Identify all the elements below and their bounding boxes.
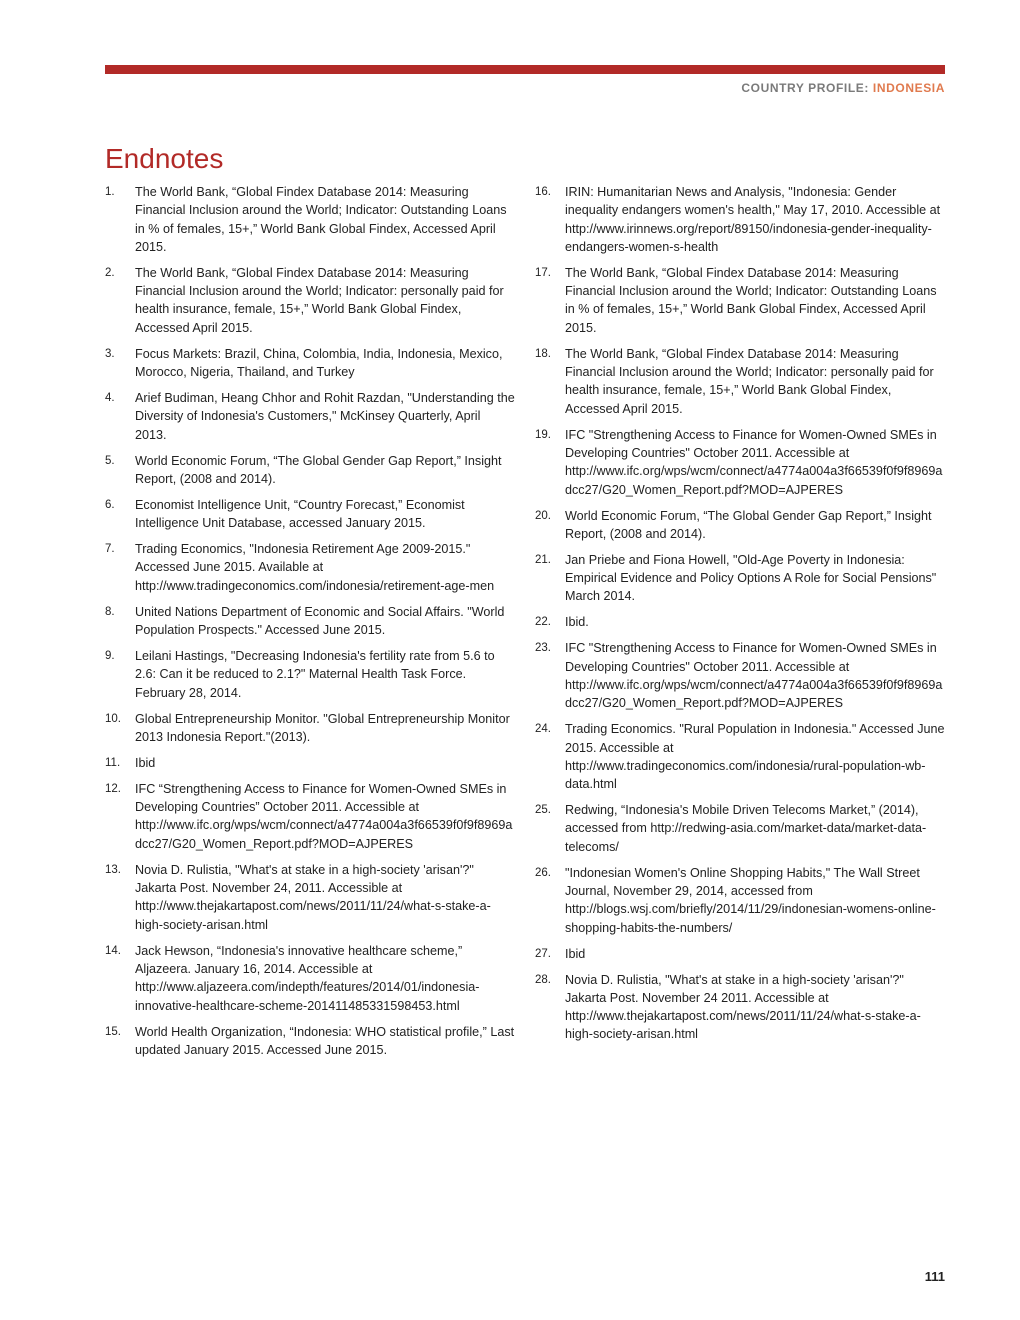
endnote-item xyxy=(535,264,945,337)
endnote-item xyxy=(535,345,945,418)
endnote-text: The World Bank, “Global Findex Database 2014: Measuring Financial Inclusion around the World; Indicator: personally paid for health insurance, female, 15+,” World Bank Global Findex, Accessed April 2015. xyxy=(565,346,934,416)
endnote-text: Ibid. xyxy=(565,615,589,630)
endnote-item xyxy=(105,183,515,256)
endnote-number: 2. xyxy=(105,266,115,279)
endnote-number: 10. xyxy=(105,712,121,725)
endnote-number: 15. xyxy=(105,1025,121,1038)
endnote-text: The World Bank, “Global Findex Database 2014: Measuring Financial Inclusion around the World; Indicator: Outstanding Loans in % of females, 15+,” World Bank Global Findex, Accessed April 2015. xyxy=(565,265,937,335)
page-number: 111 xyxy=(924,1269,945,1284)
endnote-text: Jack Hewson, “Indonesia's innovative healthcare scheme,” Aljazeera. January 16, 2014. Accessible at http://www.aljazeera.com/indepth/features/2014/01/indonesia-innovative-healthcare-scheme-201411485331598453.html xyxy=(135,943,480,1013)
endnote-text: Arief Budiman, Heang Chhor and Rohit Razdan, "Understanding the Diversity of Indonesia's Customers," McKinsey Quarterly, April 2013. xyxy=(135,391,515,442)
endnote-number: 27. xyxy=(535,947,551,960)
endnote-number: 17. xyxy=(535,266,551,279)
endnote-number: 25. xyxy=(535,804,551,817)
endnote-item xyxy=(535,183,945,256)
endnote-text: The World Bank, “Global Findex Database 2014: Measuring Financial Inclusion around the World; Indicator: personally paid for health insurance, female, 15+,” World Bank Global Findex, Accessed April 2015. xyxy=(135,265,504,335)
endnote-item xyxy=(105,780,515,853)
endnote-text: World Health Organization, “Indonesia: WHO statistical profile,” Last updated January 2015. Accessed June 2015. xyxy=(135,1024,515,1057)
endnote-number: 6. xyxy=(105,498,115,511)
endnote-text: IFC “Strengthening Access to Finance for Women-Owned SMEs in Developing Countries” October 2011. Accessible at http://www.ifc.org/wps/wcm/connect/a4774a004a3f66539f0f9f8969adcc27/G20_Women_Report.pdf?MOD=AJPERES xyxy=(135,781,513,851)
endnote-text: Economist Intelligence Unit, “Country Forecast,” Economist Intelligence Unit Database, accessed January 2015. xyxy=(135,497,465,531)
header-rule xyxy=(105,65,945,74)
endnote-item xyxy=(105,452,515,489)
endnote-item xyxy=(535,945,945,963)
header-country: INDONESIA xyxy=(872,81,945,95)
endnote-number: 1. xyxy=(105,186,115,198)
endnote-item xyxy=(535,551,945,606)
endnote-number: 18. xyxy=(535,347,551,360)
endnote-item xyxy=(535,507,945,544)
endnote-item xyxy=(535,971,945,1044)
endnote-text: "Indonesian Women's Online Shopping Habits," The Wall Street Journal, November 29, 2014, accessed from http://blogs.wsj.com/briefly/2014/11/29/indonesian-womens-online-shopping-habits-the-numbers/ xyxy=(565,865,936,935)
endnote-item xyxy=(105,345,515,382)
endnote-number: 16. xyxy=(535,186,551,198)
endnote-item xyxy=(105,540,515,595)
endnote-item xyxy=(105,264,515,337)
endnotes-right-column xyxy=(535,183,945,1051)
endnote-text: Global Entrepreneurship Monitor. "Global Entrepreneurship Monitor 2013 Indonesia Report."(2013). xyxy=(135,711,510,744)
endnote-list-left xyxy=(105,183,515,1059)
endnote-item xyxy=(105,496,515,533)
endnote-number: 3. xyxy=(105,347,115,360)
endnote-number: 14. xyxy=(105,944,121,957)
endnote-text: Jan Priebe and Fiona Howell, "Old-Age Poverty in Indonesia: Empirical Evidence and Policy Options A Role for Social Pensions" March 2014. xyxy=(565,552,937,604)
endnote-number: 21. xyxy=(535,553,551,566)
endnote-item xyxy=(105,647,515,702)
endnote-item xyxy=(105,942,515,1015)
running-header xyxy=(741,81,945,95)
header-label: COUNTRY PROFILE: xyxy=(741,81,869,95)
endnote-text: The World Bank, “Global Findex Database 2014: Measuring Financial Inclusion around the World; Indicator: Outstanding Loans in % of females, 15+,” World Bank Global Findex, Accessed April 2015. xyxy=(135,185,507,254)
endnote-item xyxy=(535,613,945,631)
page-title: Endnotes xyxy=(105,143,224,174)
endnote-number: 13. xyxy=(105,863,121,876)
endnote-item xyxy=(105,861,515,934)
endnote-item xyxy=(535,801,945,856)
endnote-item xyxy=(535,639,945,712)
endnote-number: 11. xyxy=(105,756,121,769)
endnote-number: 7. xyxy=(105,543,115,556)
endnote-text: Trading Economics, "Indonesia Retirement Age 2009-2015." Accessed June 2015. Available at http://www.tradingeconomics.com/indonesia/retirement-age-men xyxy=(135,542,495,593)
endnote-item xyxy=(105,603,515,640)
endnote-text: United Nations Department of Economic and Social Affairs. "World Population Prospects." Accessed June 2015. xyxy=(135,604,505,638)
endnote-number: 24. xyxy=(535,723,551,736)
endnote-item xyxy=(535,864,945,937)
endnote-number: 28. xyxy=(535,973,551,986)
endnote-text: Novia D. Rulistia, "What's at stake in a high-society 'arisan'?" Jakarta Post. November 24 2011. Accessible at http://www.thejakartapost.com/news/2011/11/24/what-s-stake-a-high-society-arisan.html xyxy=(565,972,921,1042)
endnote-text: World Economic Forum, “The Global Gender Gap Report,” Insight Report, (2008 and 2014). xyxy=(135,453,502,486)
endnote-number: 9. xyxy=(105,650,115,663)
endnote-text: Redwing, “Indonesia's Mobile Driven Telecoms Market,” (2014), accessed from http://redwing-asia.com/market-data/market-data-telecoms/ xyxy=(565,803,927,854)
endnote-item xyxy=(105,710,515,747)
endnote-text: Trading Economics. "Rural Population in Indonesia." Accessed June 2015. Accessible at http://www.tradingeconomics.com/indonesia/rural-population-wb-data.html xyxy=(565,722,945,792)
endnote-number: 26. xyxy=(535,866,551,879)
endnote-text: Novia D. Rulistia, "What's at stake in a high-society 'arisan'?" Jakarta Post. November 24, 2011. Accessible at http://www.thejakartapost.com/news/2011/11/24/what-s-stake-a-high-society-arisan.html xyxy=(135,862,491,932)
endnotes-left-column xyxy=(105,183,515,1067)
endnote-item xyxy=(105,1023,515,1060)
endnote-text: IRIN: Humanitarian News and Analysis, "Indonesia: Gender inequality endangers women's health," May 17, 2010. Accessible at http://www.irinnews.org/report/89150/indonesia-gender-inequality-endangers-women-s-health xyxy=(565,185,941,254)
endnote-item xyxy=(535,426,945,499)
endnote-text: World Economic Forum, “The Global Gender Gap Report,” Insight Report, (2008 and 2014). xyxy=(565,508,932,541)
endnote-number: 20. xyxy=(535,509,551,522)
endnote-text: Ibid xyxy=(565,946,586,961)
endnote-list-right xyxy=(535,183,945,1044)
endnote-text: Ibid xyxy=(135,755,156,770)
endnote-item xyxy=(105,754,515,772)
endnote-number: 4. xyxy=(105,392,115,405)
endnote-text: Leilani Hastings, "Decreasing Indonesia's fertility rate from 5.6 to 2.6: Can it be reduced to 2.1?" Maternal Health Task Force. February 28, 2014. xyxy=(135,649,495,700)
endnote-number: 8. xyxy=(105,605,115,618)
endnote-number: 19. xyxy=(535,428,551,441)
endnote-number: 5. xyxy=(105,454,115,467)
endnote-text: Focus Markets: Brazil, China, Colombia, India, Indonesia, Mexico, Morocco, Nigeria, Thailand, and Turkey xyxy=(135,346,503,380)
endnote-number: 23. xyxy=(535,642,551,655)
endnote-item xyxy=(105,389,515,444)
endnote-number: 12. xyxy=(105,782,121,795)
endnote-number: 22. xyxy=(535,616,551,629)
endnote-item xyxy=(535,720,945,793)
endnote-text: IFC "Strengthening Access to Finance for Women-Owned SMEs in Developing Countries" October 2011. Accessible at http://www.ifc.org/wps/wcm/connect/a4774a004a3f66539f0f9f8969adcc27/G20_Women_Report.pdf?MOD=AJPERES xyxy=(565,427,943,497)
endnote-text: IFC "Strengthening Access to Finance for Women-Owned SMEs in Developing Countries" October 2011. Accessible at http://www.ifc.org/wps/wcm/connect/a4774a004a3f66539f0f9f8969adcc27/G20_Women_Report.pdf?MOD=AJPERES xyxy=(565,641,943,711)
